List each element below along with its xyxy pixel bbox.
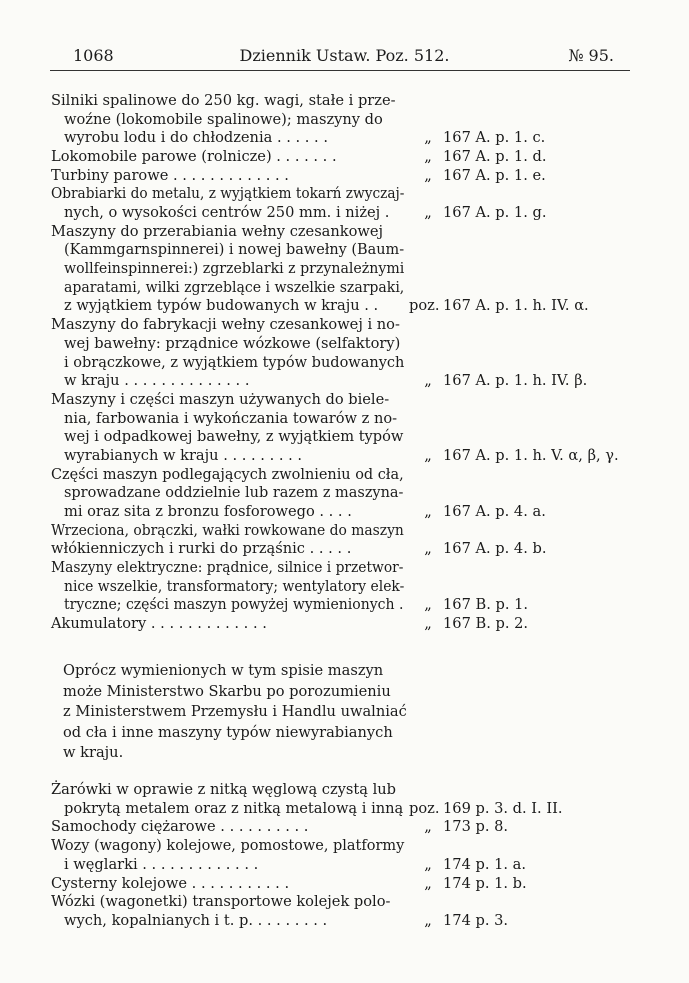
list-line <box>0 259 689 279</box>
tariff-reference: 167 B. p. 1. <box>443 596 529 614</box>
tariff-reference: 167 A. p. 1. h. IV. α. <box>443 297 589 315</box>
list-line <box>0 203 689 223</box>
tariff-reference: 167 A. p. 1. g. <box>443 204 547 222</box>
list-line <box>0 817 689 837</box>
item-description: Samochody ciężarowe . . . . . . . . . . <box>51 818 309 836</box>
tariff-reference: 169 p. 3. d. I. II. <box>443 799 563 817</box>
item-description: Cysterny kolejowe . . . . . . . . . . . <box>51 874 290 892</box>
list-line <box>0 334 689 354</box>
list-line <box>0 278 689 298</box>
item-description: Akumulatory . . . . . . . . . . . . . <box>51 615 267 633</box>
list-line <box>0 911 689 931</box>
item-description: Obrabiarki do metalu, z wyjątkiem tokarń zwyczaj- <box>51 185 405 203</box>
item-description: Silniki spalinowe do 250 kg. wagi, stałe i prze- <box>51 92 396 109</box>
item-description: (Kammgarnspinnerei) i nowej bawełny (Baum- <box>64 241 405 259</box>
ditto-mark: „ <box>424 372 432 390</box>
list-line <box>0 558 689 578</box>
item-description: Maszyny i części maszyn używanych do biele- <box>51 390 390 408</box>
ditto-mark: „ <box>424 446 432 464</box>
tariff-reference: 174 p. 1. b. <box>443 874 527 892</box>
list-line <box>0 465 689 485</box>
list-line <box>0 147 689 167</box>
ditto-mark: „ <box>424 129 432 147</box>
list-line <box>0 166 689 186</box>
item-description: sprowadzane oddzielnie lub razem z maszyna- <box>64 484 404 502</box>
list-line <box>0 780 689 800</box>
item-description: Żarówki w oprawie z nitką węglową czystą lub <box>51 781 397 798</box>
list-line <box>0 446 689 466</box>
list-line <box>0 240 689 260</box>
item-description: tryczne; części maszyn powyżej wymienionych . <box>64 596 404 614</box>
list-line <box>0 502 689 522</box>
list-line <box>0 91 689 111</box>
item-description: pokrytą metalem oraz z nitką metalową i inną <box>64 799 404 817</box>
item-description: i węglarki . . . . . . . . . . . . . <box>64 855 259 873</box>
header-rule <box>50 70 630 71</box>
ditto-mark: „ <box>424 166 432 184</box>
ditto-mark: „ <box>424 615 432 633</box>
ditto-mark: „ <box>424 596 432 614</box>
issue-number: № 95. <box>568 46 614 65</box>
list-line <box>0 855 689 875</box>
ditto-mark: „ <box>424 911 432 929</box>
list-line <box>0 483 689 503</box>
list-line <box>0 184 689 204</box>
item-description: nia, farbowania i wykończania towarów z no- <box>64 409 398 427</box>
tariff-reference: 167 A. p. 1. c. <box>443 129 546 147</box>
list-line <box>0 390 689 410</box>
ditto-mark: „ <box>424 855 432 873</box>
list-line <box>0 296 689 316</box>
ditto-mark: „ <box>424 148 432 166</box>
item-description: nych, o wysokości centrów 250 mm. i niżej . <box>64 204 390 222</box>
list-line <box>0 371 689 391</box>
ditto-mark: „ <box>424 204 432 222</box>
list-line <box>0 521 689 541</box>
item-description: Części maszyn podlegających zwolnieniu od cła, <box>51 465 404 483</box>
list-line <box>0 539 689 559</box>
list-line <box>0 427 689 447</box>
item-description: nice wszelkie, transformatory; wentylatory elek- <box>64 577 405 595</box>
item-description: woźne (lokomobile spalinowe); maszyny do <box>64 110 383 128</box>
item-description: wej i odpadkowej bawełny, z wyjątkiem typów <box>64 428 404 446</box>
tariff-reference: 167 A. p. 4. b. <box>443 540 547 558</box>
item-description: Wozy (wagony) kolejowe, pomostowe, platformy <box>51 837 405 855</box>
item-description: Maszyny do fabrykacji wełny czesankowej i no- <box>51 316 400 334</box>
list-line <box>0 577 689 597</box>
item-description: aparatami, wilki zgrzeblące i wszelkie szarpaki, <box>64 278 405 296</box>
item-description: Maszyny elektryczne: prądnice, silnice i przetwor- <box>51 559 404 576</box>
item-description: wej bawełny: prządnice wózkowe (selfaktory) <box>64 334 401 352</box>
tariff-reference: 174 p. 3. <box>443 911 509 929</box>
tariff-reference: 167 A. p. 1. h. V. α, β, γ. <box>443 446 619 464</box>
tariff-reference: 167 A. p. 4. a. <box>443 502 546 520</box>
ditto-mark: „ <box>424 502 432 520</box>
list-line <box>0 222 689 242</box>
item-description: włókienniczych i rurki do prząśnic . . . . . <box>51 540 352 558</box>
ditto-mark: „ <box>424 540 432 558</box>
item-description: Maszyny do przerabiania wełny czesankowej <box>51 222 384 240</box>
list-line <box>0 110 689 130</box>
item-description: Wózki (wagonetki) transportowe kolejek polo- <box>51 893 391 911</box>
position-label: poz. <box>409 799 440 817</box>
page-number: 1068 <box>73 46 114 65</box>
running-title: Dziennik Ustaw. Poz. 512. <box>239 46 450 65</box>
list-line <box>0 892 689 912</box>
tariff-reference: 167 A. p. 1. h. IV. β. <box>443 372 588 390</box>
list-line <box>0 614 689 634</box>
list-line <box>0 595 689 615</box>
tariff-reference: 167 A. p. 1. e. <box>443 166 546 184</box>
list-line <box>0 315 689 335</box>
tariff-reference: 173 p. 8. <box>443 818 509 836</box>
item-description: wych, kopalnianych i t. p. . . . . . . . . <box>64 911 328 929</box>
tariff-reference: 174 p. 1. a. <box>443 855 527 873</box>
item-description: mi oraz sita z bronzu fosforowego . . . . <box>64 502 352 520</box>
list-line <box>0 353 689 373</box>
position-label: poz. <box>409 297 440 315</box>
item-description: wollfeinspinnerei:) zgrzeblarki z przynależnymi <box>64 260 405 278</box>
item-description: i obrączkowe, z wyjątkiem typów budowanych <box>64 353 405 371</box>
ditto-mark: „ <box>424 874 432 892</box>
tariff-reference: 167 A. p. 1. d. <box>443 148 547 166</box>
list-line <box>0 874 689 894</box>
item-description: Turbiny parowe . . . . . . . . . . . . . <box>51 166 289 184</box>
item-description: z wyjątkiem typów budowanych w kraju . . <box>64 297 379 315</box>
item-description: Lokomobile parowe (rolnicze) . . . . . . . <box>51 148 337 166</box>
list-line <box>0 409 689 429</box>
list-line <box>0 128 689 148</box>
item-description: wyrobu lodu i do chłodzenia . . . . . . <box>64 129 328 147</box>
item-description: w kraju . . . . . . . . . . . . . . <box>64 372 250 390</box>
list-line <box>0 836 689 856</box>
list-line <box>0 799 689 819</box>
item-description: wyrabianych w kraju . . . . . . . . . <box>64 446 303 464</box>
tariff-reference: 167 B. p. 2. <box>443 615 529 633</box>
item-description: Wrzeciona, obrączki, wałki rowkowane do maszyn <box>51 521 404 539</box>
note-paragraph: Oprócz wymienionych w tym spisie maszyn może Ministerstwo Skarbu po porozumieniu z Ministerstwem Przemysłu i Handlu uwalniać od cła i inne maszyny typów niewyrabianych w kraju. <box>63 662 407 761</box>
ditto-mark: „ <box>424 818 432 836</box>
